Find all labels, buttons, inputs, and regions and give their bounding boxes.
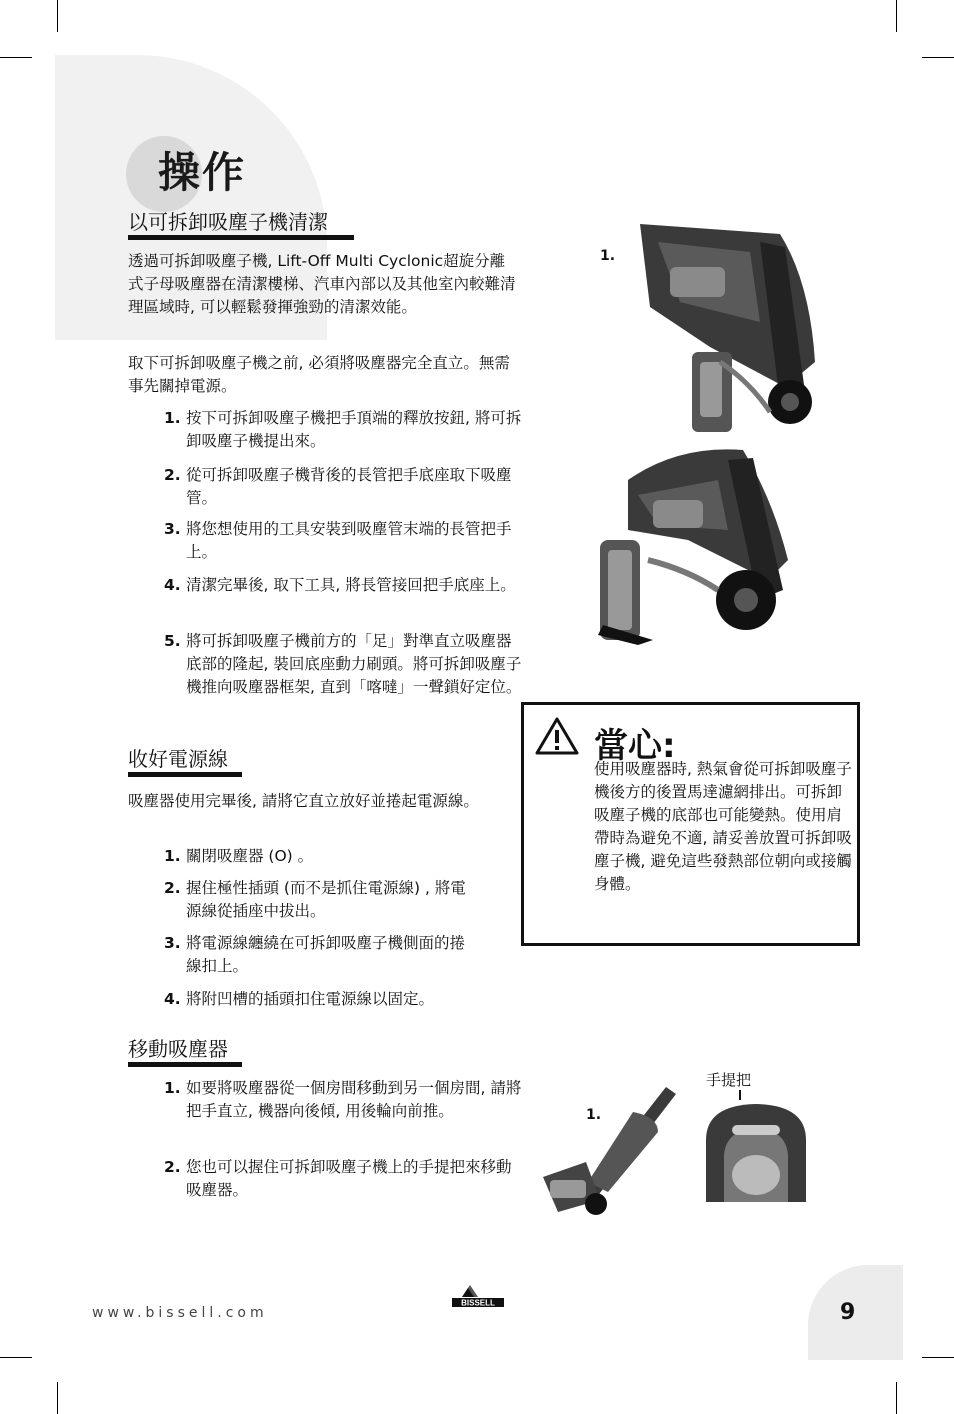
step-text: 按下可拆卸吸塵子機把手頂端的釋放按鈕, 將可拆卸吸塵子機提出來。 — [186, 409, 522, 450]
list-item — [164, 845, 524, 868]
paragraph: 取下可拆卸吸塵子機之前, 必須將吸塵器完全直立。無需事先關掉電源。 — [128, 354, 510, 395]
step-number: 4. — [164, 990, 181, 1008]
step-number: 1. — [164, 847, 181, 865]
section-heading-detachable: 以可拆卸吸塵子機清潔 — [128, 210, 328, 234]
step-number: 4. — [164, 576, 181, 594]
step-text: 將附凹槽的插頭扣住電源線以固定。 — [186, 990, 435, 1008]
step-number: 2. — [164, 466, 181, 484]
list-item — [164, 518, 524, 564]
list-item — [164, 932, 474, 978]
list-item — [164, 574, 524, 597]
page-number: 9 — [840, 1300, 856, 1325]
background-corner — [808, 1265, 903, 1360]
section-heading-moving: 移動吸塵器 — [128, 1037, 228, 1061]
heading-underline — [128, 772, 242, 777]
list-item — [164, 1077, 524, 1123]
paragraph: 吸塵器使用完畢後, 請將它直立放好並捲起電源線。 — [128, 792, 479, 810]
paragraph: 透過可拆卸吸塵子機, Lift-Off Multi Cyclonic超旋分離式子母吸塵器在清潔樓梯、汽車內部以及其他室內較難清理區域時, 可以輕鬆發揮強勁的清潔效能。 — [128, 252, 516, 316]
step-number: 2. — [164, 879, 181, 897]
step-text: 清潔完畢後, 取下工具, 將長管接回把手底座上。 — [186, 576, 516, 594]
brand-logo-text: BISSELL — [461, 1298, 495, 1308]
footer-url[interactable]: www.bissell.com — [92, 1305, 268, 1321]
step-number: 3. — [164, 520, 181, 538]
crop-mark — [0, 1357, 32, 1358]
caution-title: 當心: — [594, 726, 676, 766]
warning-triangle-icon — [534, 716, 580, 756]
vacuum-tilt-image — [538, 1082, 678, 1217]
section-heading-cord: 收好電源線 — [128, 747, 228, 771]
step-number: 1. — [164, 1079, 181, 1097]
list-item — [164, 877, 474, 923]
step-text: 將電源線纏繞在可拆卸吸塵子機側面的捲線扣上。 — [186, 934, 466, 975]
vacuum-attached-image — [598, 440, 813, 660]
step-text: 關閉吸塵器 (O) 。 — [186, 847, 314, 865]
step-text: 將您想使用的工具安裝到吸塵管末端的長管把手上。 — [186, 520, 512, 561]
step-text: 您也可以握住可拆卸吸塵子機上的手提把來移動吸塵器。 — [186, 1158, 512, 1199]
crop-mark — [0, 57, 32, 58]
step-number: 5. — [164, 632, 181, 650]
step-text: 如要將吸塵器從一個房間移動到另一個房間, 請將把手直立, 機器向後傾, 用後輪向前推。 — [186, 1079, 522, 1120]
list-item — [164, 407, 524, 453]
carry-handle-image — [696, 1100, 816, 1202]
figure-label: 1. — [586, 1107, 602, 1123]
crop-mark — [57, 1382, 58, 1414]
list-item — [164, 988, 524, 1011]
bissell-logo — [452, 1283, 504, 1317]
step-text: 握住極性插頭 (而不是抓住電源線) , 將電源線從插座中拔出。 — [186, 879, 466, 920]
crop-mark — [896, 1382, 897, 1414]
crop-mark — [922, 57, 954, 58]
crop-mark — [922, 1357, 954, 1358]
list-item — [164, 1156, 524, 1202]
step-number: 3. — [164, 934, 181, 952]
heading-underline — [128, 235, 354, 240]
crop-mark — [57, 0, 58, 32]
list-item — [164, 630, 524, 699]
list-item — [164, 464, 524, 510]
caution-text: 使用吸塵器時, 熱氣會從可拆卸吸塵子機後方的後置馬達濾網排出。可拆卸吸塵子機的底部也可能變熱。使用肩帶時為避免不適, 請妥善放置可拆卸吸塵子機, 避免這些發熱部位朝向或接觸身體。 — [594, 760, 852, 893]
step-number: 2. — [164, 1158, 181, 1176]
heading-underline — [128, 1062, 242, 1067]
vacuum-lift-off-image — [600, 212, 830, 447]
step-number: 1. — [164, 409, 181, 427]
crop-mark — [896, 0, 897, 32]
figure-label: 1. — [600, 248, 616, 264]
handle-label: 手提把 — [706, 1071, 752, 1089]
page-title: 操作 — [158, 148, 247, 197]
step-text: 將可拆卸吸塵子機前方的「足」對準直立吸塵器底部的隆起, 裝回底座動力刷頭。將可拆卸吸塵子機推向吸塵器框架, 直到「喀噠」一聲鎖好定位。 — [186, 632, 522, 696]
step-text: 從可拆卸吸塵子機背後的長管把手底座取下吸塵管。 — [186, 466, 512, 507]
